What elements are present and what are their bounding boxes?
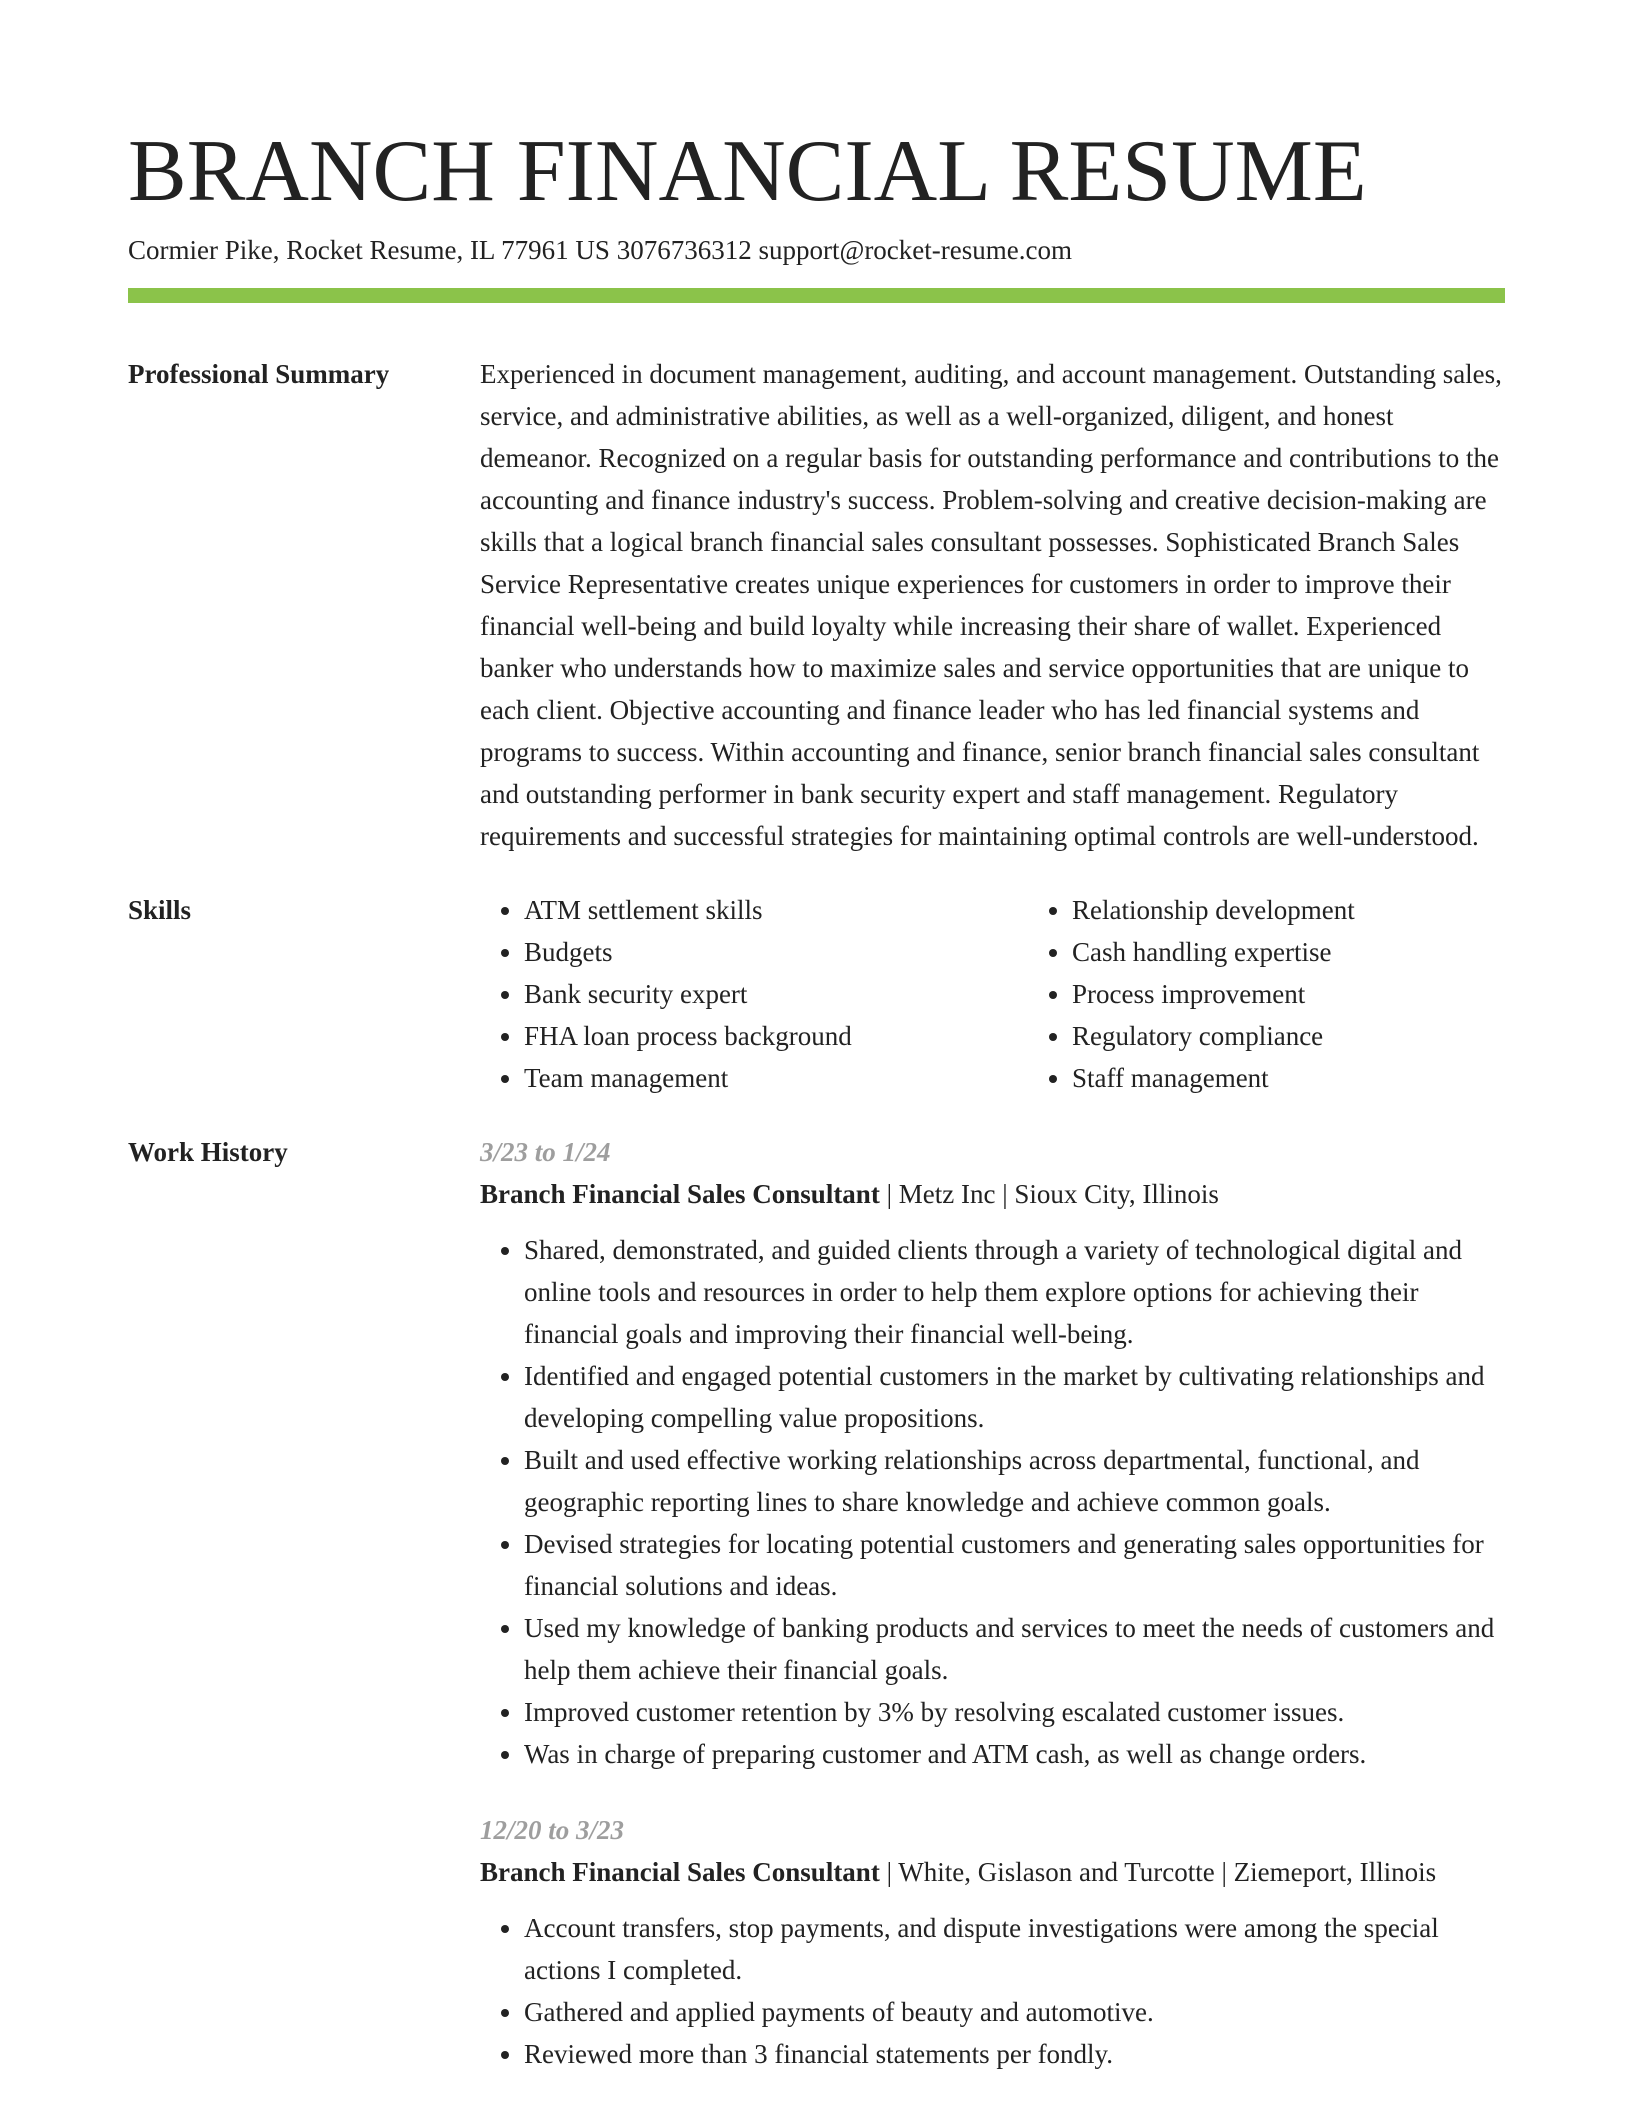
section-label-summary: Professional Summary [128, 359, 390, 389]
professional-summary-section [128, 353, 1505, 857]
contact-line [128, 232, 1505, 268]
job-bullet: • Built and used effective working relationships across departmental, functional, and geographic reporting lines to share knowledge and achieve common goals. [524, 1439, 1505, 1523]
job-entry [480, 1809, 1505, 2075]
summary-text: Experienced in document management, auditing, and account management. Outstanding sales, service, and administrative abilities, as well as a well-organized, diligent, and honest demeanor. Recognized on a regular basis for outstanding performance and contributions to the accounting and finance industry's success. Problem-solving and creative decision-making are skills that a logical branch financial sales consultant possesses. Sophisticated Branch Sales Service Representative creates unique experiences for customers in order to improve their financial well-being and build loyalty while increasing their share of wallet. Experienced banker who understands how to maximize sales and service opportunities that are unique to each client. Objective accounting and finance leader who has led financial systems and programs to success. Within accounting and finance, senior branch financial sales consultant and outstanding performer in bank security expert and staff management. Regulatory requirements and successful strategies for maintaining optimal controls are well-understood. [480, 359, 1502, 851]
job-bullets [480, 1229, 1505, 1775]
job-bullet: • Devised strategies for locating potential customers and generating sales opportunities for financial solutions and ideas. [524, 1523, 1505, 1607]
job-company: White, Gislason and Turcotte [898, 1857, 1215, 1887]
job-bullet: • Reviewed more than 3 financial statements per fondly. [524, 2033, 1505, 2075]
resume-title: BRANCH FINANCIAL RESUME [128, 123, 1367, 220]
skill-item: • FHA loan process background [524, 1015, 1028, 1057]
skill-item: • Regulatory compliance [1072, 1015, 1576, 1057]
job-dates: 12/20 to 3/23 [480, 1815, 625, 1845]
job-bullet: • Used my knowledge of banking products and services to meet the needs of customers and help them achieve their financial goals. [524, 1607, 1505, 1691]
resume-page [128, 118, 1505, 2075]
skill-item: • Process improvement [1072, 973, 1576, 1015]
skill-item: • Budgets [524, 931, 1028, 973]
job-location: Ziemeport, Illinois [1233, 1857, 1437, 1887]
job-title: Branch Financial Sales Consultant [480, 1179, 880, 1209]
job-bullet: • Gathered and applied payments of beauty and automotive. [524, 1991, 1505, 2033]
job-heading: Branch Financial Sales Consultant | White, Gislason and Turcotte | Ziemeport, Illinois [480, 1857, 1437, 1887]
work-history-section [128, 1131, 1505, 2075]
skill-item: • Cash handling expertise [1072, 931, 1576, 973]
job-bullet: • Account transfers, stop payments, and dispute investigations were among the special actions I completed. [524, 1907, 1505, 1991]
skill-item: • Team management [524, 1057, 1028, 1099]
header-divider [128, 288, 1505, 303]
job-entry [480, 1131, 1505, 1775]
skill-item: • Bank security expert [524, 973, 1028, 1015]
skill-item: • Relationship development [1072, 889, 1576, 931]
job-heading: Branch Financial Sales Consultant | Metz Inc | Sioux City, Illinois [480, 1179, 1219, 1209]
contact-email: support@rocket-resume.com [758, 235, 1072, 265]
job-title: Branch Financial Sales Consultant [480, 1857, 880, 1887]
section-label-work: Work History [128, 1137, 288, 1167]
job-bullets [480, 1907, 1505, 2075]
job-bullet: • Identified and engaged potential customers in the market by cultivating relationships and developing compelling value propositions. [524, 1355, 1505, 1439]
job-bullet: • Was in charge of preparing customer and ATM cash, as well as change orders. [524, 1733, 1505, 1775]
skills-section [128, 889, 1505, 1099]
skills-list-left [480, 889, 1028, 1099]
job-bullet: • Shared, demonstrated, and guided clients through a variety of technological digital and online tools and resources in order to help them explore options for achieving their financial goals and improving their financial well-being. [524, 1229, 1505, 1355]
skill-item: • Staff management [1072, 1057, 1576, 1099]
section-label-skills: Skills [128, 895, 192, 925]
job-company: Metz Inc [898, 1179, 996, 1209]
job-bullet: • Improved customer retention by 3% by resolving escalated customer issues. [524, 1691, 1505, 1733]
job-dates: 3/23 to 1/24 [480, 1137, 611, 1167]
skills-list-right [1028, 889, 1576, 1099]
contact-address: Cormier Pike, Rocket Resume, IL 77961 US [128, 235, 610, 265]
skill-item: • ATM settlement skills [524, 889, 1028, 931]
job-location: Sioux City, Illinois [1014, 1179, 1219, 1209]
contact-phone: 3076736312 [616, 235, 752, 265]
